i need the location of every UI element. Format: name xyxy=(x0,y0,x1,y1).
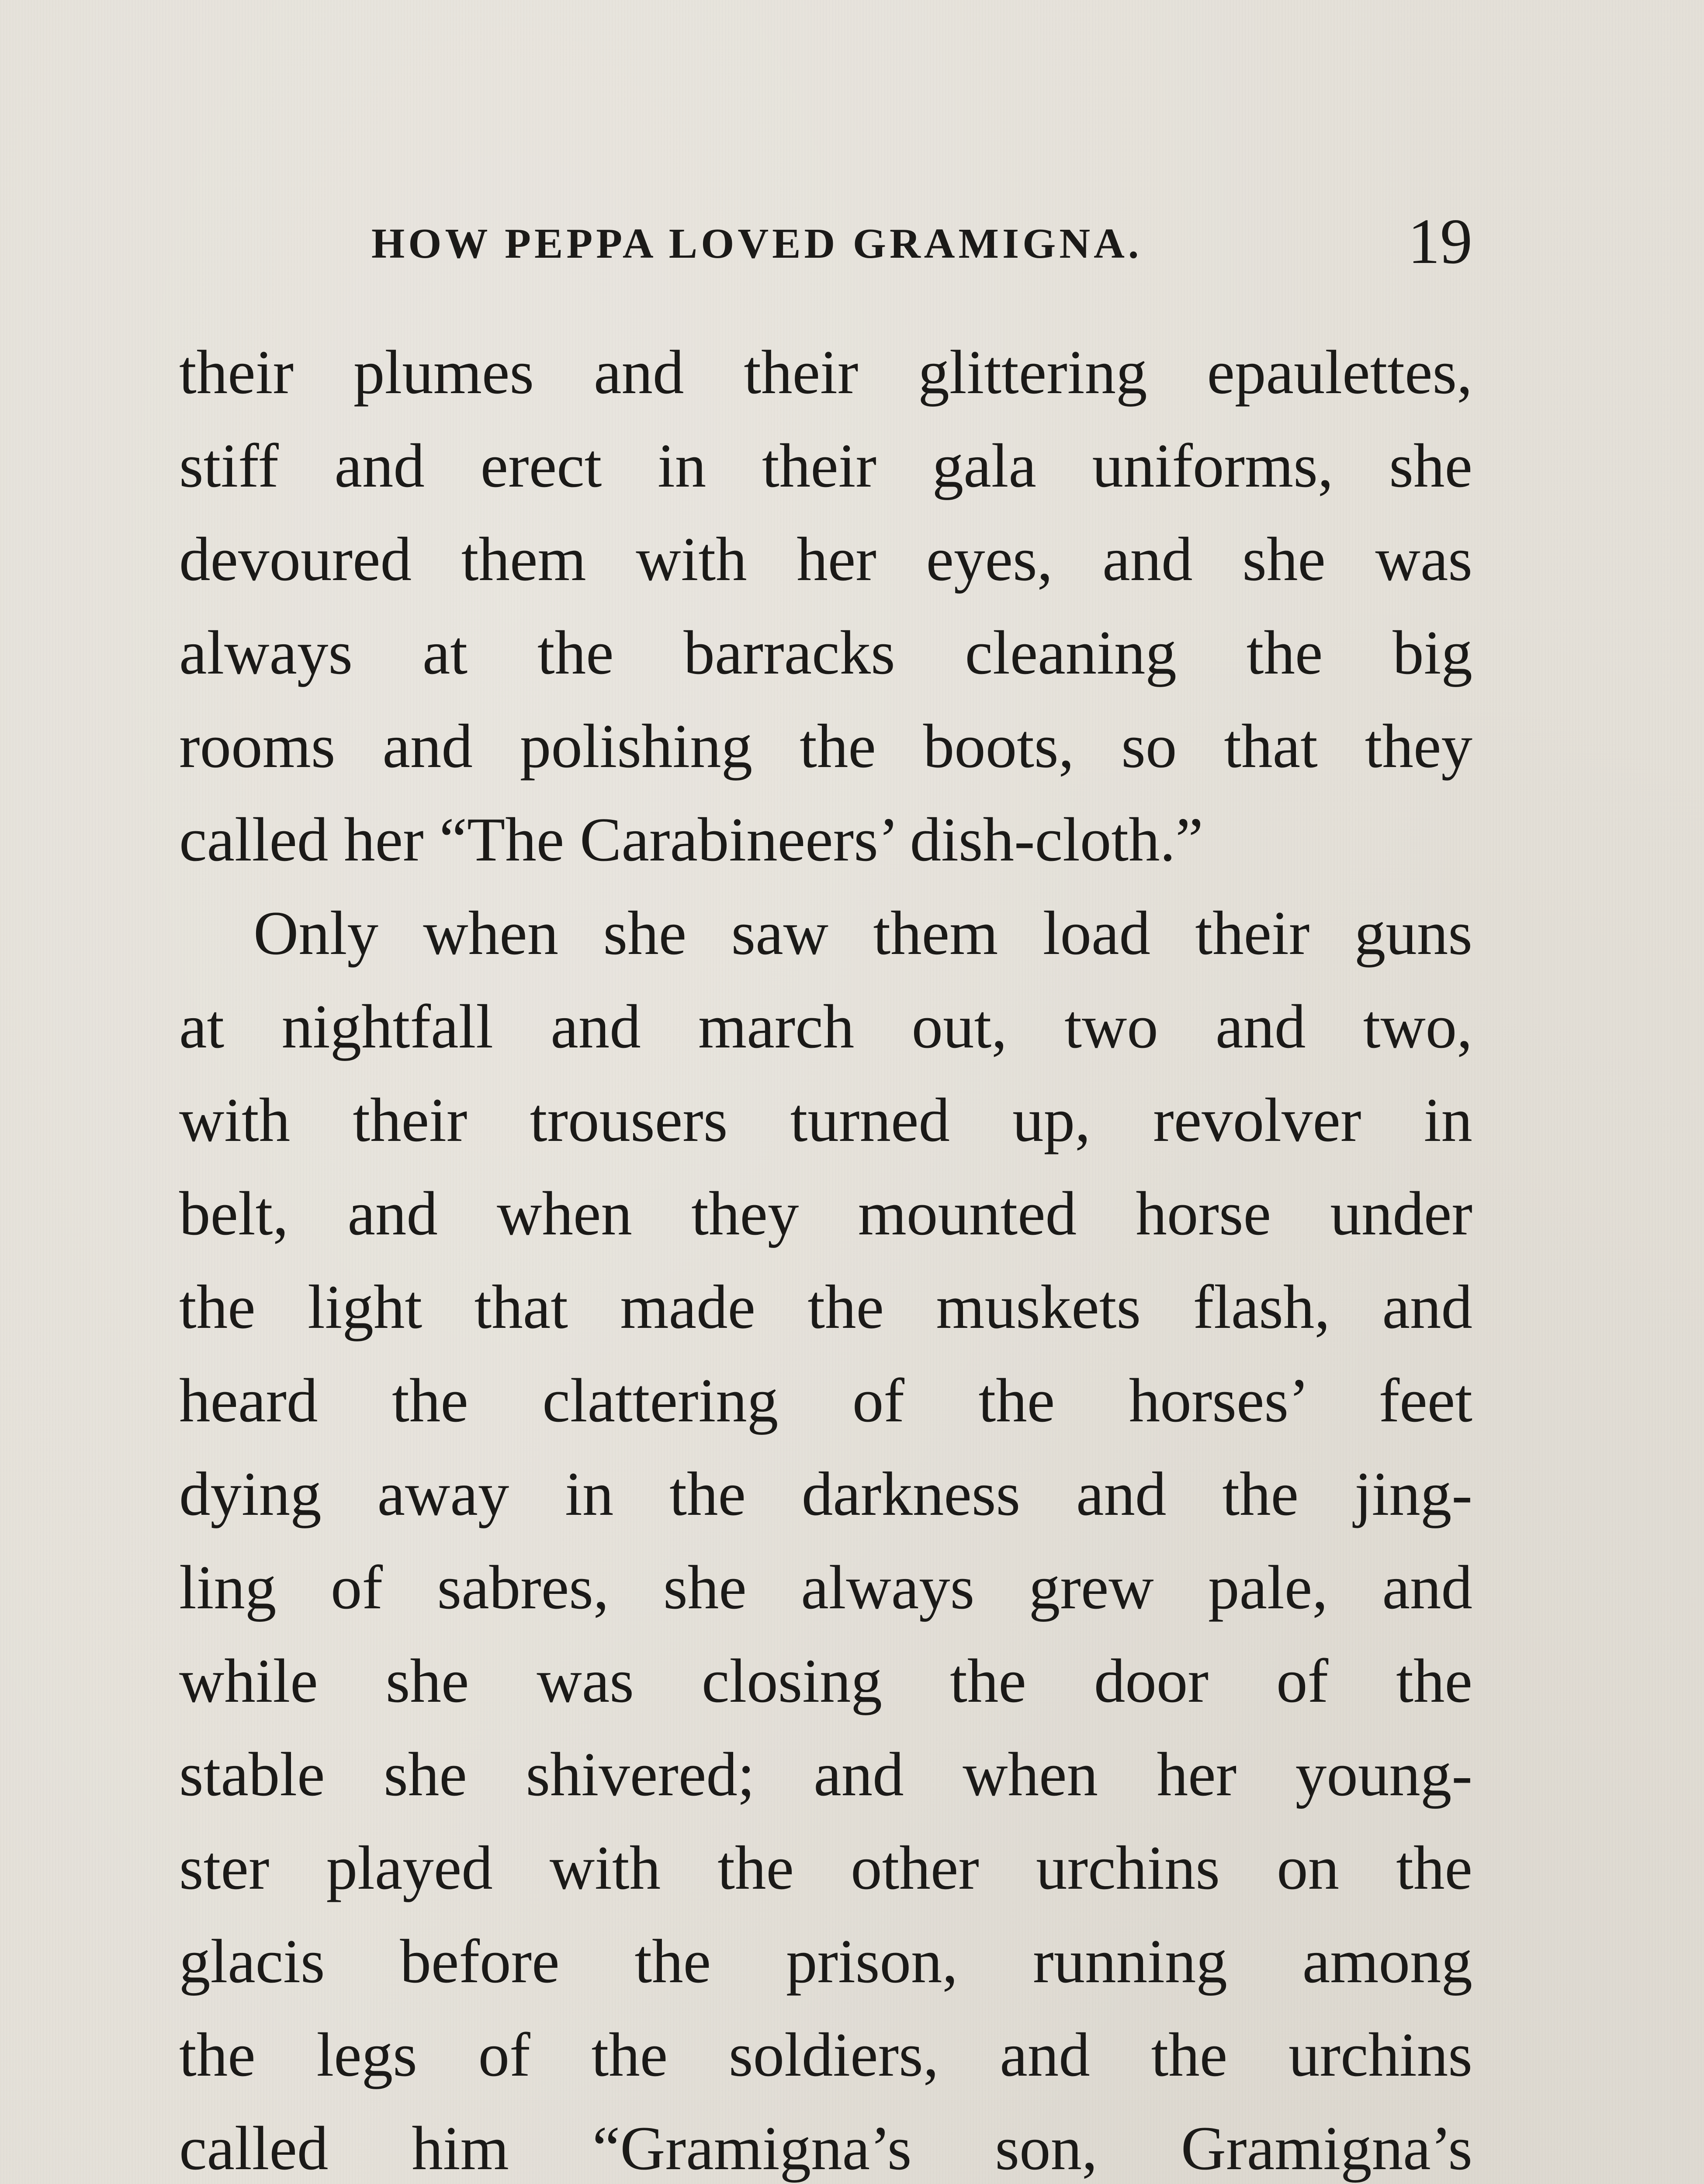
text-line: called him “Gramigna’s son, Gramigna’s xyxy=(179,2114,1472,2183)
page-number: 19 xyxy=(1408,206,1472,277)
text-line: the legs of the soldiers, and the urchins xyxy=(179,2020,1472,2089)
paragraph-1 xyxy=(179,325,1472,886)
text-line: ling of sabres, she always grew pale, and xyxy=(179,1553,1472,1622)
paragraph-2 xyxy=(179,886,1472,2184)
text-line: devoured them with her eyes, and she was xyxy=(179,525,1472,594)
text-line: stable she shivered; and when her young- xyxy=(179,1740,1472,1809)
text-line: at nightfall and march out, two and two, xyxy=(179,992,1472,1061)
text-line: their plumes and their glittering epaulettes, xyxy=(179,338,1472,407)
text-line: glacis before the prison, running among xyxy=(179,1927,1472,1996)
text-line: stiff and erect in their gala uniforms, she xyxy=(179,431,1472,500)
text-line: while she was closing the door of the xyxy=(179,1646,1472,1715)
text-line: the light that made the muskets flash, and xyxy=(179,1272,1472,1341)
text-line: belt, and when they mounted horse under xyxy=(179,1179,1472,1248)
running-head xyxy=(371,206,1472,283)
text-line: Only when she saw them load their guns xyxy=(253,898,1472,968)
text-line: dying away in the darkness and the jing- xyxy=(179,1459,1472,1528)
text-line: with their trousers turned up, revolver in xyxy=(179,1085,1472,1154)
running-title: HOW PEPPA LOVED GRAMIGNA. xyxy=(371,220,1143,267)
text-line: heard the clattering of the horses’ feet xyxy=(179,1366,1472,1435)
text-line: rooms and polishing the boots, so that they xyxy=(179,712,1472,781)
text-line: always at the barracks cleaning the big xyxy=(179,618,1472,687)
text-line: ster played with the other urchins on the xyxy=(179,1833,1472,1902)
text-line: called her “The Carabineers’ dish-cloth.” xyxy=(179,805,1203,874)
body-text xyxy=(179,325,1472,2184)
